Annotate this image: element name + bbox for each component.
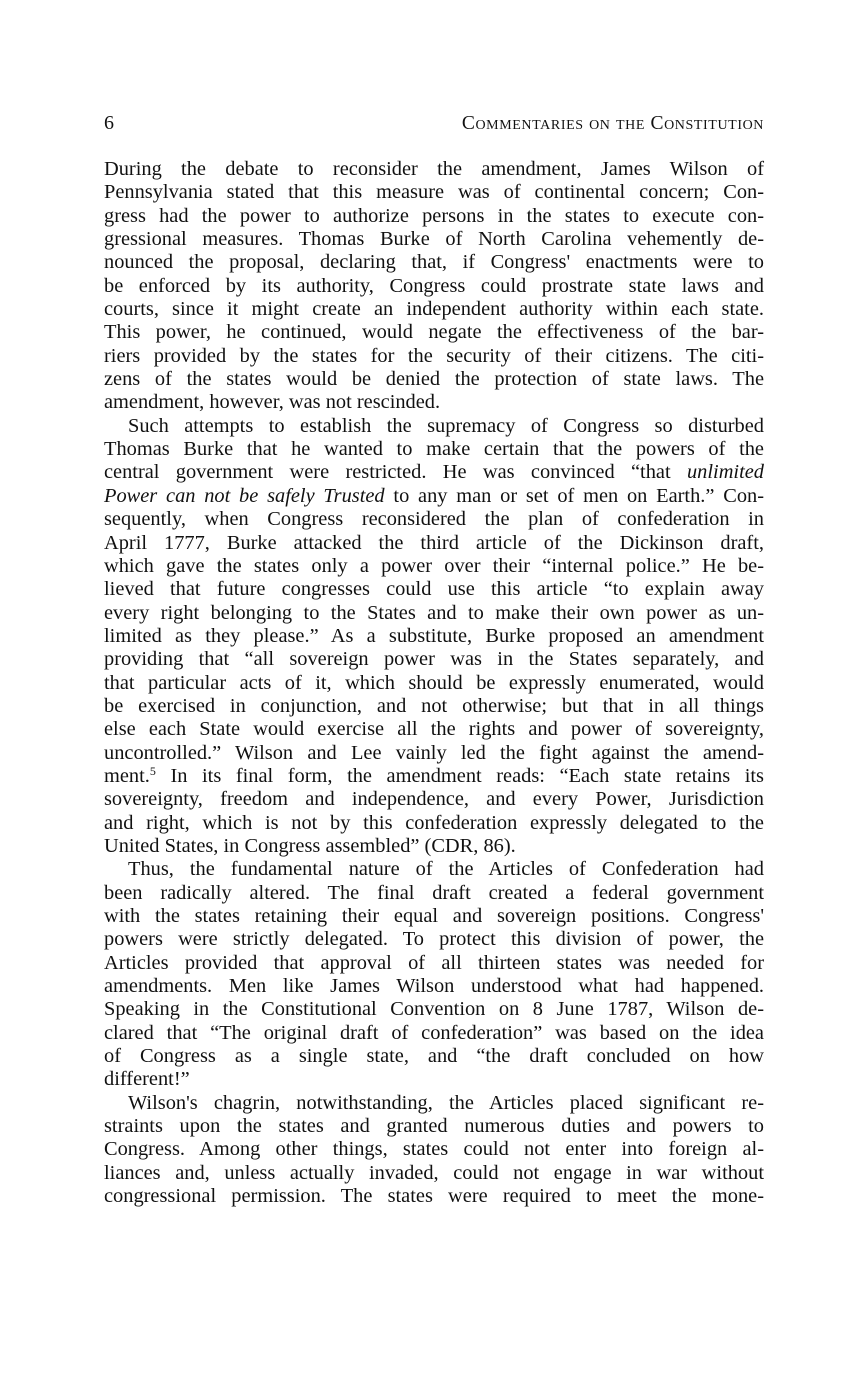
text-line: that particular acts of it, which should be expressly enumerated, would [104,671,764,694]
paragraph-4 [104,1092,764,1209]
text-line: amendment, however, was not rescinded. [104,391,441,414]
text-line: Thomas Burke that he wanted to make certain that the powers of the [104,438,764,461]
text-line: Articles provided that approval of all thirteen states was needed for [104,951,764,974]
paragraph-1 [104,158,764,415]
text-line [104,765,764,788]
text-line: of Congress as a single state, and “the draft concluded on how [104,1045,764,1068]
text-line: uncontrolled.” Wilson and Lee vainly led the fight against the amend- [104,741,764,764]
text-line: Thus, the fundamental nature of the Articles of Confederation had [128,858,764,881]
text-line: different!” [104,1068,190,1091]
text-line: be enforced by its authority, Congress could prostrate state laws and [104,274,764,297]
paragraph-2 [104,415,764,859]
text-line: zens of the states would be denied the protection of state laws. The [104,368,764,391]
text-segment: central government were restricted. He was convinced “that [104,461,687,484]
text-segment: In its final form, the amendment reads: “Each state retains its [155,764,764,787]
text-line: be exercised in conjunction, and not otherwise; but that in all things [104,694,764,717]
text-line: and right, which is not by this confederation expressly delegated to the [104,811,764,834]
text-line [104,485,764,508]
text-segment: ment. [104,764,150,787]
text-line: During the debate to reconsider the amendment, James Wilson of [104,158,764,180]
text-line: every right belonging to the States and to make their own power as un- [104,601,764,624]
text-line: Wilson's chagrin, notwithstanding, the Articles placed significant re- [128,1091,764,1114]
paragraph-3 [104,858,764,1091]
text-line: amendments. Men like James Wilson understood what had happened. [104,975,764,998]
text-line [104,461,764,484]
italic-quote: Power can not be safely Trusted [104,484,385,507]
text-line: straints upon the states and granted numerous duties and powers to [104,1115,764,1138]
text-line: United States, in Congress assembled” (CDR, 86). [104,834,516,857]
text-line: else each State would exercise all the rights and power of sovereignty, [104,718,764,741]
page-content [104,112,764,1208]
text-line: liances and, unless actually invaded, could not engage in war without [104,1161,764,1184]
text-line: riers provided by the states for the security of their citizens. The citi- [104,344,764,367]
text-line: nounced the proposal, declaring that, if Congress' enactments were to [104,251,764,274]
page-number: 6 [104,112,114,134]
text-line: Congress. Among other things, states could not enter into foreign al- [104,1138,764,1161]
text-line: which gave the states only a power over their “internal police.” He be- [104,554,764,577]
text-line: Such attempts to establish the supremacy of Congress so disturbed [128,414,764,437]
footnote-marker: 5 [149,763,156,778]
text-line: congressional permission. The states were required to meet the mone- [104,1185,764,1208]
text-line: limited as they please.” As a substitute, Burke proposed an amendment [104,624,764,647]
text-line: clared that “The original draft of confederation” was based on the idea [104,1021,764,1044]
italic-quote: unlimited [686,461,764,484]
text-line: gressional measures. Thomas Burke of North Carolina vehemently de- [104,228,764,251]
text-line: courts, since it might create an independent authority within each state. [104,298,764,321]
text-line: gress had the power to authorize persons in the states to execute con- [104,204,764,227]
text-line: sovereignty, freedom and independence, and every Power, Jurisdiction [104,788,764,811]
text-line: been radically altered. The final draft created a federal government [104,881,764,904]
text-line: Speaking in the Constitutional Convention on 8 June 1787, Wilson de- [104,998,764,1021]
running-head [104,112,764,146]
text-line: Pennsylvania stated that this measure was of continental concern; Con- [104,181,764,204]
text-line: April 1777, Burke attacked the third article of the Dickinson draft, [104,531,764,554]
text-segment: to any man or set of men on Earth.” Con- [384,484,764,507]
text-line: sequently, when Congress reconsidered the plan of confederation in [104,508,764,531]
text-line: providing that “all sovereign power was in the States separately, and [104,648,764,671]
running-title: Commentaries on the Constitution [461,113,764,134]
body-text [104,158,764,1208]
text-line: This power, he continued, would negate the effectiveness of the bar- [104,321,764,344]
text-line: with the states retaining their equal and sovereign positions. Congress' [104,905,764,927]
text-line: lieved that future congresses could use this article “to explain away [104,578,764,601]
text-line: powers were strictly delegated. To protect this division of power, the [104,928,764,951]
